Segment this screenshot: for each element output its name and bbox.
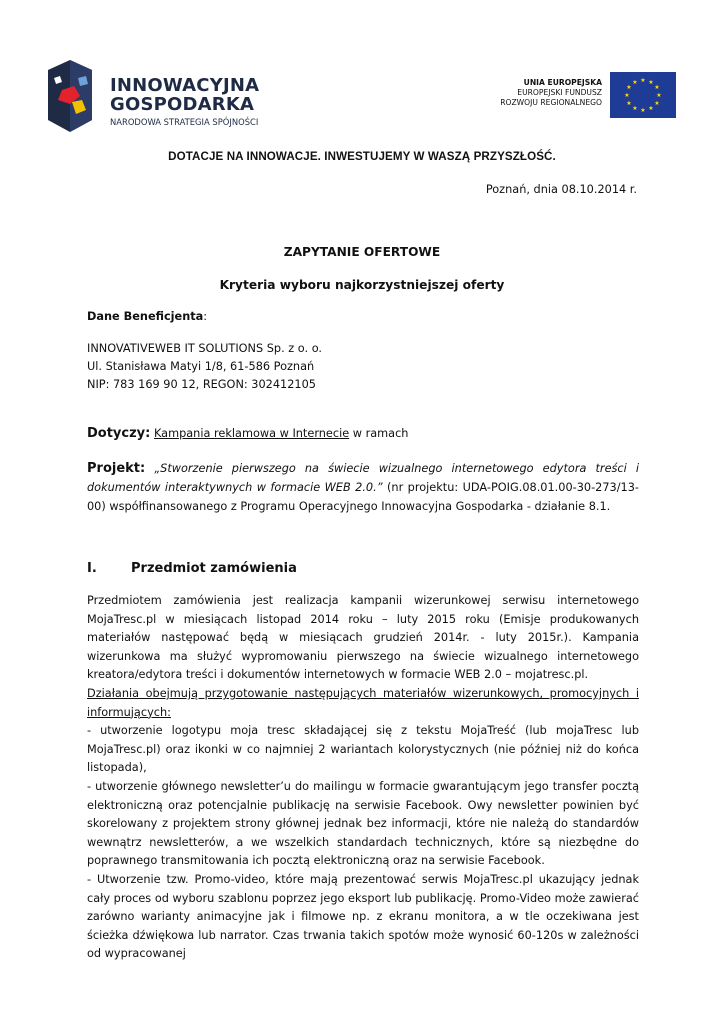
ig-line2: GOSPODARKA <box>110 94 255 115</box>
beneficiary-label: Dane Beneficjenta: <box>87 310 208 323</box>
project-rest: (nr projektu: UDA-POIG.08.01.00-30-273/13-00) współfinansowanego z Programu Operacyjnego Innowacyjna Gospodarka - działanie 8.1. <box>87 481 639 513</box>
beneficiary-name: INNOVATIVEWEB IT SOLUTIONS Sp. z o. o. <box>87 342 322 355</box>
section-title: Przedmiot zamówienia <box>131 561 297 576</box>
subject-label: Dotyczy: <box>87 426 151 441</box>
svg-text:★: ★ <box>648 79 654 86</box>
svg-text:★: ★ <box>648 105 654 112</box>
document-subtitle: Kryteria wyboru najkorzystniejszej oferty <box>219 278 505 292</box>
svg-text:★: ★ <box>654 100 660 107</box>
eu-fund-logo <box>480 72 680 120</box>
innowacyjna-gospodarka-logo <box>48 60 288 132</box>
motto: DOTACJE NA INNOWACJE. INWESTUJEMY W WASZĄ PRZYSZŁOŚĆ. <box>168 150 556 163</box>
document-title: ZAPYTANIE OFERTOWE <box>283 245 441 259</box>
ig-subtitle: NARODOWA STRATEGIA SPÓJNOŚCI <box>110 117 259 127</box>
ue-line2: EUROPEJSKI FUNDUSZ <box>517 88 602 97</box>
subject-line <box>87 425 408 442</box>
svg-text:★: ★ <box>626 100 632 107</box>
beneficiary-address: Ul. Stanisława Matyi 1/8, 61-586 Poznań <box>87 360 315 373</box>
body-item-newsletter: - utworzenie głównego newsletter’u do mailingu w formacie gwarantującym jego transfer pocztą elektroniczną oraz potencjalnie publikację na serwisie Facebook. Owy newsletter powinien być skorelowany z projektem strony głównej jednak bez informacji, które nie należą do standardów wewnątrz newsletterów, a we wszelkich standardach technicznych, które są niezbędne do poprawnego transmitowania ich pocztą elektroniczną oraz na serwisie Facebook. <box>87 779 639 868</box>
ig-line1: INNOWACYJNA <box>110 75 260 96</box>
beneficiary-ids: NIP: 783 169 90 12, REGON: 302412105 <box>87 378 316 391</box>
ue-line1: UNIA EUROPEJSKA <box>523 78 602 87</box>
project-title: „Stworzenie pierwszego na świecie wizualnego internetowego edytora treści i dokumentów interaktywnych w formacie WEB 2.0.” <box>87 462 639 494</box>
document-date: Poznań, dnia 08.10.2014 r. <box>485 183 637 196</box>
section-heading <box>87 560 297 577</box>
svg-text:★: ★ <box>656 92 662 99</box>
subject-rest: w ramach <box>349 427 409 440</box>
svg-text:★: ★ <box>632 105 638 112</box>
svg-text:★: ★ <box>626 84 632 91</box>
ue-line3: ROZWOJU REGIONALNEGO <box>500 98 602 107</box>
body-paragraph-1: Przedmiotem zamówienia jest realizacja kampanii wizerunkowej serwisu internetowego MojaTresc.pl w miesiącach listopad 2014 roku – luty 2015 roku (Emisje produkowanych materiałów następować będą w miesiącach grudzień 2014r. - luty 2015r.). Kampania wizerunkowa ma służyć wypromowaniu pierwszego na świecie wizualnego internetowego kreatora/edytora treści i dokumentów internetowych w formacie WEB 2.0 – mojatresc.pl. <box>87 594 639 682</box>
svg-text:★: ★ <box>624 92 630 99</box>
project-paragraph <box>87 459 639 516</box>
section-number: I. <box>87 561 97 576</box>
svg-text:★: ★ <box>640 107 646 114</box>
svg-text:★: ★ <box>632 79 638 86</box>
body-paragraph-actions: Działania obejmują przygotowanie następujących materiałów wizerunkowych, promocyjnych i informujących: <box>87 686 639 719</box>
subject-link: Kampania reklamowa w Internecie <box>153 427 350 440</box>
svg-text:★: ★ <box>640 77 646 84</box>
ig-emblem-icon <box>48 60 108 132</box>
project-label: Projekt: <box>87 461 146 476</box>
eu-flag-icon <box>610 72 676 118</box>
section-body <box>87 592 639 964</box>
body-item-promo-video: - Utworzenie tzw. Promo-video, które mają prezentować serwis MojaTresc.pl ukazujący jednak cały proces od wyboru szablonu poprzez jego eksport lub publikację. Promo-Video może zawierać zarówno warianty animacyjne jak i filmowe np. z ekranu monitora, a w tle oczekiwana jest ścieżka dźwiękowa lub narrator. Czas trwania takich spotów może wynosić 60-120s w zależności od wypracowanej <box>87 872 639 961</box>
body-item-logo: - utworzenie logotypu moja tresc składającej się z tekstu MojaTreść (lub mojaTresc lub MojaTresc.pl) oraz ikonki w co najmniej 2 wariantach kolorystycznych (nie później niż do końca listopada), <box>87 724 639 775</box>
beneficiary-details <box>87 340 322 394</box>
svg-text:★: ★ <box>654 84 660 91</box>
